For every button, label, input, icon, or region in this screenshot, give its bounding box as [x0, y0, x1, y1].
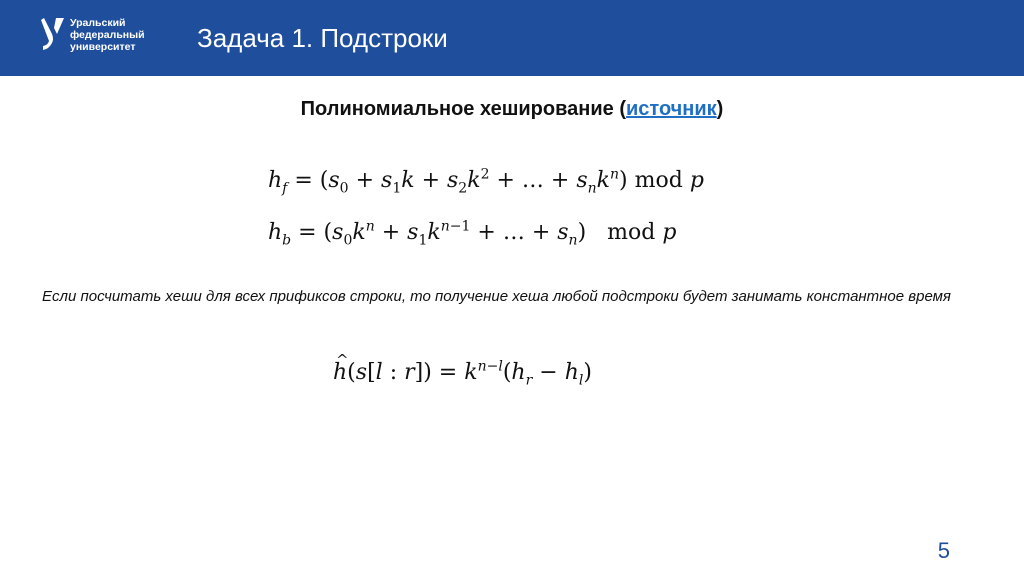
backward-hash-formula: $h_b = (s_0k^n + s_1k^{n-1}$ + … + $s_n$) mod p — [268, 218, 677, 249]
header-bar — [0, 0, 1024, 76]
heading-prefix: Полиномиальное хеширование ( — [300, 98, 626, 120]
source-link[interactable]: источник — [626, 98, 717, 120]
slide-title: Задача 1. Подстроки — [197, 23, 448, 53]
heading-suffix: ) — [716, 98, 724, 120]
forward-hash-formula: $h_f = (s_0 + s_1k + s_2k^2$ + … + $s_nk^n$) mod p — [268, 166, 704, 197]
ural-logo-icon — [40, 16, 68, 54]
logo-line-1: Уральский — [70, 17, 126, 29]
page-number: 5 — [937, 538, 950, 563]
explanation-text: Если посчитать хеши для всех прификсов строки, то получение хеша любой подстроки будет занимать константное время — [42, 288, 951, 305]
logo-text — [70, 17, 190, 53]
section-heading — [0, 98, 1024, 121]
logo-line-3: университет — [70, 41, 136, 53]
logo-line-2: федеральный — [70, 29, 145, 41]
substring-hash-formula: ^ h(s[l : $r]) = k^{n-l}(h_r - h_l)$ — [333, 358, 592, 388]
